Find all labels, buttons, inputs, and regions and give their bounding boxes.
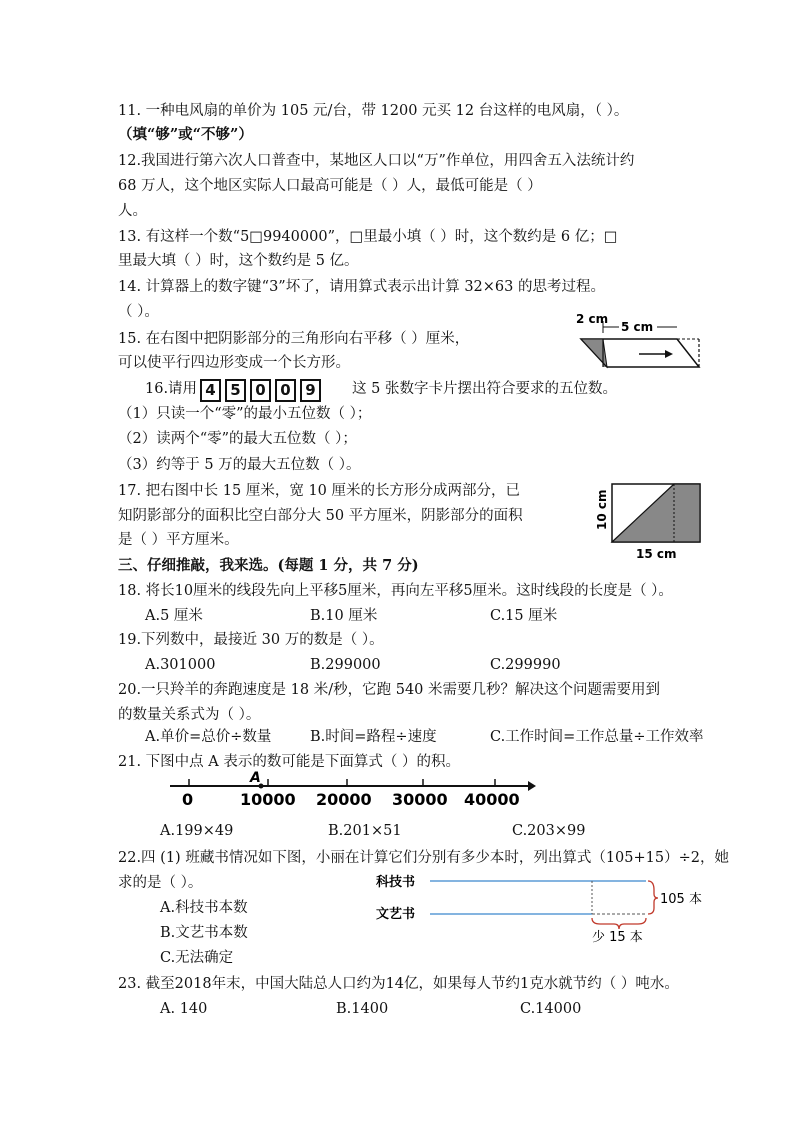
q22-option-a: A.科技书本数 — [160, 900, 248, 916]
digit-card: 9 — [300, 379, 321, 402]
q17-rectangle-figure — [590, 478, 710, 562]
q18-stem: 18. 将长10厘米的线段先向上平移5厘米，再向左平移5厘米。这时线段的长度是（ ）。 — [118, 583, 673, 599]
q14-line2: （ ）。 — [118, 304, 159, 320]
q17-line3: 是（ ）平方厘米。 — [118, 532, 239, 548]
q17-line1: 17. 把右图中长 15 厘米，宽 10 厘米的长方形分成两部分，已 — [118, 483, 521, 499]
q20-line1: 20.一只羚羊的奔跑速度是 18 米/秒，它跑 540 米需要几秒？解决这个问题需要用到 — [118, 682, 661, 698]
q21-option-a: A.199×49 — [160, 823, 234, 839]
difference-label: 少 15 本 — [592, 930, 643, 945]
book-bar-diagram — [370, 868, 710, 946]
q23-stem: 23. 截至2018年末，中国大陆总人口约为14亿，如果每人节约1克水就节约（ ）吨水。 — [118, 976, 679, 992]
q14-line1: 14. 计算器上的数字键“3”坏了，请用算式表示出计算 32×63 的思考过程。 — [118, 279, 605, 295]
q22-option-c: C.无法确定 — [160, 950, 234, 966]
digit-card: 5 — [225, 379, 246, 402]
q12-line2: 68 万人，这个地区实际人口最高可能是（ ）人，最低可能是（ ） — [118, 178, 542, 194]
q18-option-b: B.10 厘米 — [310, 608, 378, 624]
label-5cm: 5 cm — [621, 320, 654, 334]
q12-line3: 人。 — [118, 203, 147, 219]
q23-option-b: B.1400 — [336, 1001, 389, 1017]
tick-label: 20000 — [316, 790, 372, 809]
label-2cm: 2 cm — [576, 312, 609, 326]
q17-line2: 知阴影部分的面积比空白部分大 50 平方厘米，阴影部分的面积 — [118, 508, 523, 524]
label-literature-books: 文艺书 — [376, 907, 416, 922]
number-line — [160, 770, 540, 810]
label-10cm: 10 cm — [595, 489, 609, 530]
q12-line1: 12.我国进行第六次人口普查中，某地区人口以“万”作单位，用四舍五入法统计约 — [118, 153, 635, 169]
q16-sub2: （2）读两个“零”的最大五位数（ ）； — [118, 431, 357, 447]
q22-line1: 22.四 (1) 班藏书情况如下图，小丽在计算它们分别有多少本时，列出算式（105+15）÷2，她 — [118, 850, 729, 866]
arrow-right-icon — [665, 350, 673, 358]
tick-label: 30000 — [392, 790, 448, 809]
difference-brace — [592, 918, 646, 929]
point-a-label: A — [250, 770, 261, 786]
q18-option-c: C.15 厘米 — [490, 608, 558, 624]
digit-card: 0 — [275, 379, 296, 402]
q16-sub3: （3）约等于 5 万的最大五位数（ ）。 — [118, 457, 361, 473]
q21-stem: 21. 下图中点 A 表示的数可能是下面算式（ ）的积。 — [118, 754, 460, 770]
q20-line2: 的数量关系式为（ ）。 — [118, 707, 261, 723]
q23-option-a: A. 140 — [160, 1001, 208, 1017]
q18-option-a: A.5 厘米 — [145, 608, 203, 624]
q19-option-b: B.299000 — [310, 657, 381, 673]
q19-option-c: C.299990 — [490, 657, 561, 673]
q22-line2: 求的是（ ）。 — [118, 875, 203, 891]
q20-option-c: C.工作时间=工作总量÷工作效率 — [490, 729, 704, 745]
q11-line2: （填“够”或“不够”） — [118, 126, 253, 143]
q19-option-a: A.301000 — [145, 657, 216, 673]
q22-option-b: B.文艺书本数 — [160, 925, 248, 941]
total-brace — [648, 881, 658, 914]
q20-option-b: B.时间=路程÷速度 — [310, 729, 437, 745]
q11-line1: 11. 一种电风扇的单价为 105 元/台，带 1200 元买 12 台这样的电风扇，（ ）。 — [118, 103, 629, 119]
q13-line1: 13. 有这样一个数“5□9940000”，□里最小填（ ）时，这个数约是 6 亿；□ — [118, 229, 618, 245]
q19-stem: 19.下列数中，最接近 30 万的数是（ ）。 — [118, 632, 384, 648]
q21-option-c: C.203×99 — [512, 823, 586, 839]
digit-card: 4 — [200, 379, 221, 402]
digit-cards — [200, 379, 325, 402]
total-label: 105 本 — [660, 892, 702, 907]
q16-tail: 这 5 张数字卡片摆出符合要求的五位数。 — [352, 381, 617, 397]
q16-sub1: （1）只读一个“零”的最小五位数（ ）； — [118, 406, 372, 422]
tick-label: 10000 — [240, 790, 296, 809]
q16-lead: 16.请用 — [145, 381, 198, 397]
arrow-right-icon — [528, 781, 536, 791]
tick-label: 40000 — [464, 790, 520, 809]
q15-line2: 可以使平行四边形变成一个长方形。 — [118, 355, 350, 371]
digit-card: 0 — [250, 379, 271, 402]
q20-option-a: A.单价=总价÷数量 — [145, 729, 272, 745]
label-science-books: 科技书 — [376, 875, 416, 890]
q21-option-b: B.201×51 — [328, 823, 402, 839]
section-3-heading: 三、仔细推敲，我来选。(每题 1 分，共 7 分) — [118, 557, 419, 574]
q15-line1: 15. 在右图中把阴影部分的三角形向右平移（ ）厘米， — [118, 331, 470, 347]
q23-option-c: C.14000 — [520, 1001, 582, 1017]
tick-label: 0 — [182, 790, 194, 809]
label-15cm: 15 cm — [636, 547, 677, 561]
q15-parallelogram-figure — [573, 307, 708, 373]
q13-line2: 里最大填（ ）时，这个数约是 5 亿。 — [118, 253, 359, 269]
